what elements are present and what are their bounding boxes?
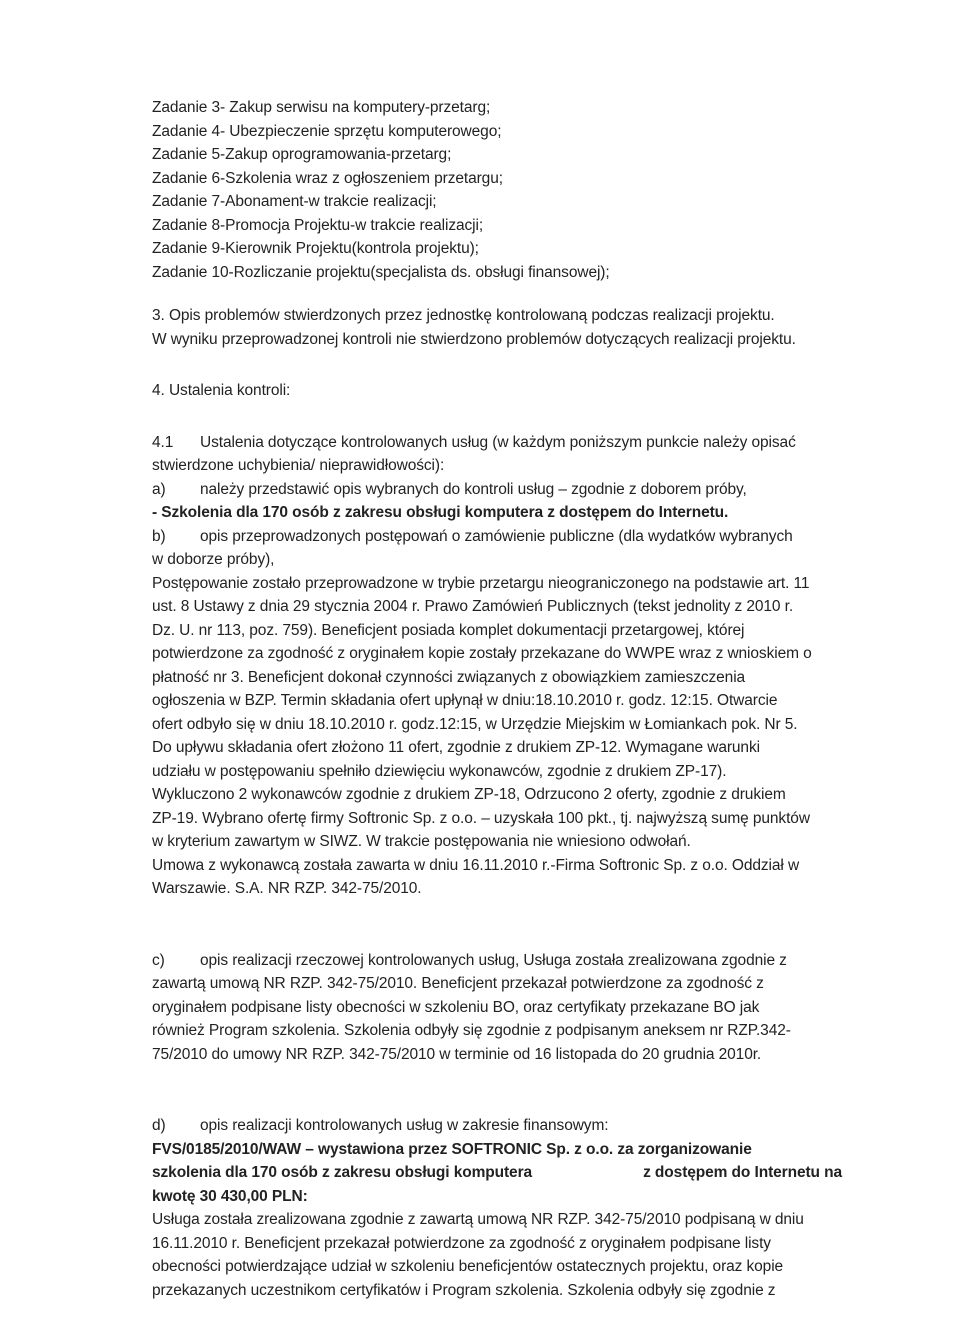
section-3-heading: [152, 304, 842, 328]
section-number: 3.: [152, 307, 165, 324]
document-page: [152, 96, 842, 1302]
paragraph-line: Do upływu składania ofert złożono 11 ofert, zgodnie z drukiem ZP-12. Wymagane warunki: [152, 739, 760, 756]
task-item: Zadanie 10-Rozliczanie projektu(specjalista ds. obsługi finansowej);: [152, 263, 610, 281]
invoice-amount: kwotę 30 430,00 PLN:: [152, 1187, 308, 1205]
paragraph-line: Dz. U. nr 113, poz. 759). Beneficjent posiada komplet dokumentacji przetargowej, której: [152, 621, 745, 639]
item-c: [152, 949, 842, 1067]
paragraph-line: przekazanych uczestnikom certyfikatów i Program szkolenia. Szkolenia odbyły się zgodnie z: [152, 1281, 776, 1299]
paragraph-line: ofert odbyło się w dniu 18.10.2010 r. godz.12:15, w Urzędzie Miejskim w Łomiankach pok. Nr 5.: [152, 715, 798, 733]
task-item: Zadanie 4- Ubezpieczenie sprzętu komputerowego;: [152, 122, 502, 140]
paragraph-line: zawartą umową NR RZP. 342-75/2010. Beneficjent przekazał potwierdzone za zgodność z: [152, 975, 764, 992]
paragraph-line: udziału w postępowaniu spełniło dziewięciu wykonawców, zgodnie z drukiem ZP-17).: [152, 762, 727, 780]
paragraph-line: w kryterium zawartym w SIWZ. W trakcie postępowania nie wniesiono odwołań.: [152, 833, 691, 850]
task-item: Zadanie 6-Szkolenia wraz z ogłoszeniem przetargu;: [152, 169, 503, 187]
paragraph-line: opis przeprowadzonych postępowań o zamówienie publiczne (dla wydatków wybranych: [200, 527, 793, 545]
paragraph-line: stwierdzone uchybienia/ nieprawidłowości):: [152, 457, 445, 474]
paragraph-line: 16.11.2010 r. Beneficjent przekazał potwierdzone za zgodność z oryginałem podpisane listy: [152, 1234, 771, 1252]
paragraph-line: opis realizacji rzeczowej kontrolowanych usług, Usługa została zrealizowana zgodnie z: [200, 951, 787, 969]
paragraph-line: opis realizacji kontrolowanych usług w zakresie finansowym:: [200, 1117, 609, 1134]
task-item: Zadanie 9-Kierownik Projektu(kontrola projektu);: [152, 240, 479, 257]
task-item: Zadanie 7-Abonament-w trakcie realizacji;: [152, 193, 437, 210]
paragraph-line-bold: - Szkolenia dla 170 osób z zakresu obsługi komputera z dostępem do Internetu.: [152, 504, 729, 521]
paragraph-line: 75/2010 do umowy NR RZP. 342-75/2010 w terminie od 16 listopada do 20 grudnia 2010r.: [152, 1045, 762, 1063]
section-heading: Opis problemów stwierdzonych przez jednostkę kontrolowaną podczas realizacji projektu.: [168, 307, 775, 324]
section-number: 4.: [152, 382, 165, 399]
item-marker: b): [152, 527, 166, 545]
item-marker: a): [152, 480, 166, 498]
paragraph-line: potwierdzone za zgodność z oryginałem kopie zostały przekazane do WWPE wraz z wnioskiem o: [152, 645, 812, 662]
paragraph-line: należy przedstawić opis wybranych do kontroli usług – zgodnie z doborem próby,: [200, 480, 747, 498]
task-item: Zadanie 5-Zakup oprogramowania-przetarg;: [152, 146, 452, 163]
section-heading: Ustalenia kontroli:: [168, 382, 291, 399]
paragraph-line: płatność nr 3. Beneficjent dokonał czynności związanych z obowiązkiem zamieszczenia: [152, 668, 746, 686]
section-number: 4.1: [152, 433, 174, 451]
paragraph-line: Postępowanie zostało przeprowadzone w trybie przetargu nieograniczonego na podstawie art. 11: [152, 574, 810, 592]
paragraph-line: Warszawie. S.A. NR RZP. 342-75/2010.: [152, 880, 422, 897]
section-3: [152, 304, 842, 351]
section-4-1: [152, 431, 842, 901]
paragraph-line: obecności potwierdzające udział w szkoleniu beneficjentów ostatecznych projektu, oraz kopie: [152, 1258, 784, 1275]
item-d: [152, 1114, 842, 1302]
paragraph-line: Usługa została zrealizowana zgodnie z zawartą umową NR RZP. 342-75/2010 podpisaną w dniu: [152, 1211, 804, 1228]
paragraph-line: ZP-19. Wybrano ofertę firmy Softronic Sp. z o.o. – uzyskała 100 pkt., tj. najwyższą sumę punktów: [152, 809, 810, 827]
paragraph-line: oryginałem podpisane listy obecności w szkoleniu BO, oraz certyfikaty przekazane BO jak: [152, 998, 760, 1016]
task-item: Zadanie 8-Promocja Projektu-w trakcie realizacji;: [152, 216, 484, 234]
invoice-line: [152, 1161, 842, 1185]
invoice-line: FVS/0185/2010/WAW – wystawiona przez SOFTRONIC Sp. z o.o. za zorganizowanie: [152, 1140, 752, 1158]
paragraph-line: w doborze próby),: [152, 551, 275, 568]
section-3-text: W wyniku przeprowadzonej kontroli nie stwierdzono problemów dotyczących realizacji projektu.: [152, 330, 796, 348]
paragraph-line: Umowa z wykonawcą została zawarta w dniu 16.11.2010 r.-Firma Softronic Sp. z o.o. Oddział w: [152, 856, 800, 874]
paragraph-line: Ustalenia dotyczące kontrolowanych usług (w każdym poniższym punkcie należy opisać: [200, 433, 796, 451]
section-4-heading: [152, 379, 842, 403]
paragraph-line: ogłoszenia w BZP. Termin składania ofert upłynął w dniu:18.10.2010 r. godz. 12:15. Otwarcie: [152, 692, 778, 709]
item-marker: d): [152, 1117, 166, 1134]
paragraph-line: również Program szkolenia. Szkolenia odbyły się zgodnie z podpisanym aneksem nr RZP.342-: [152, 1022, 791, 1039]
paragraph-line: ust. 8 Ustawy z dnia 29 stycznia 2004 r. Prawo Zamówień Publicznych (tekst jednolity z 2010 r.: [152, 598, 794, 615]
invoice-text: szkolenia dla 170 osób z zakresu obsługi komputera: [152, 1164, 533, 1181]
invoice-text: z dostępem do Internetu na: [643, 1164, 842, 1181]
task-list: [152, 96, 842, 284]
task-item: Zadanie 3- Zakup serwisu na komputery-przetarg;: [152, 99, 491, 116]
item-marker: c): [152, 951, 165, 969]
paragraph-line: Wykluczono 2 wykonawców zgodnie z drukiem ZP-18, Odrzucono 2 oferty, zgodnie z drukiem: [152, 786, 786, 803]
